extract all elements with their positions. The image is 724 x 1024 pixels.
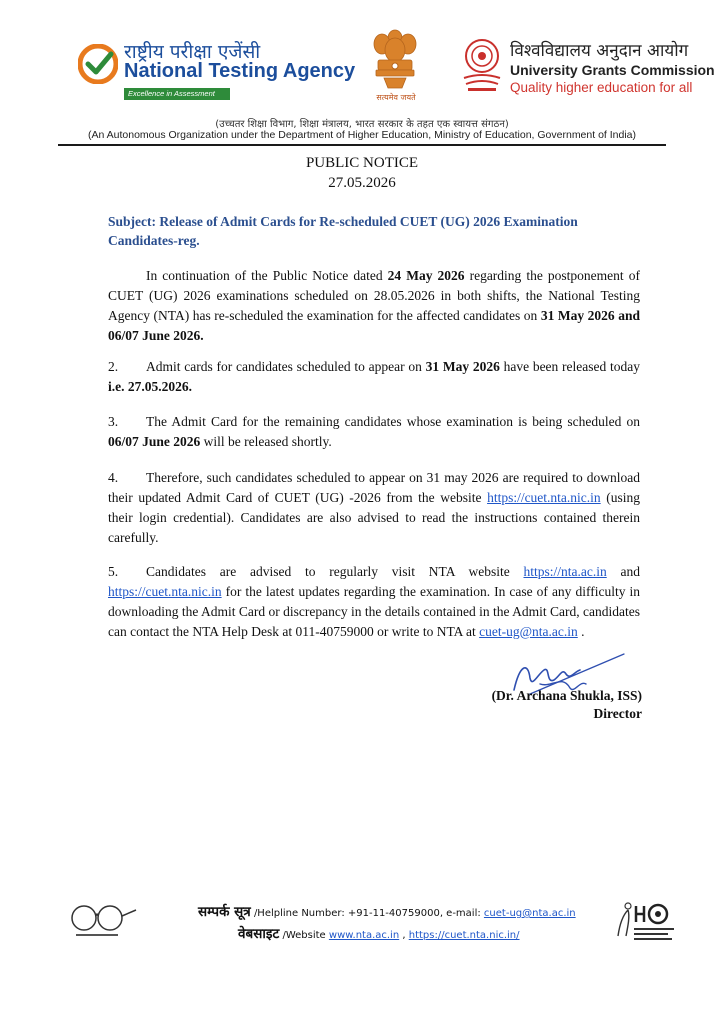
ugc-tagline: Quality higher education for all xyxy=(510,80,693,95)
paragraph-3 xyxy=(108,412,640,452)
ugc-hindi-name: विश्वविद्यालय अनुदान आयोग xyxy=(510,41,689,61)
p4-number: 4. xyxy=(108,470,119,485)
p4-text-a: Therefore, such candidates scheduled to appear on 31 may 2026 are required to download their updated Admit Card of CUET (UG) -2026 from the website xyxy=(108,470,640,505)
p1-bold-dates: 31 May 2026 and 06/07 June 2026. xyxy=(108,308,640,343)
notice-date: 27.05.2026 xyxy=(328,175,396,191)
p1-bold-date: 24 May 2026 xyxy=(387,268,465,283)
footer-nta-link[interactable]: www.nta.ac.in xyxy=(328,930,400,941)
footer-website-label: /Website xyxy=(282,930,329,941)
organization-subtitle-english: (An Autonomous Organization under the Department of Higher Education, Ministry of Education, Government of India) xyxy=(87,129,637,141)
nta-logo-icon xyxy=(78,44,118,84)
cuet-website-link[interactable]: https://cuet.nta.nic.in xyxy=(487,490,601,505)
signatory-designation: Director xyxy=(593,706,642,721)
cuet-email-link[interactable]: cuet-ug@nta.ac.in xyxy=(479,624,578,639)
footer-cuet-link[interactable]: https://cuet.nta.nic.in/ xyxy=(408,930,520,941)
gandhi-150-icon xyxy=(610,896,678,944)
emblem-motto: सत्यमेव जयते xyxy=(376,93,416,102)
subject-text: Release of Admit Cards for Re-scheduled CUET (UG) 2026 Examination Candidates-reg. xyxy=(108,214,578,248)
signatory-name: (Dr. Archana Shukla, ISS) xyxy=(491,688,642,703)
footer-separator: , xyxy=(399,930,409,941)
paragraph-4 xyxy=(108,468,640,548)
p3-number: 3. xyxy=(108,414,119,429)
footer-helpline xyxy=(198,902,576,920)
p5-text-d: . xyxy=(577,624,585,639)
paragraph-5 xyxy=(108,562,640,642)
p3-bold-date: 06/07 June 2026 xyxy=(108,434,201,449)
nta-english-name: National Testing Agency xyxy=(124,60,356,82)
footer-website-hindi: वेबसाइट xyxy=(238,926,280,942)
organization-subtitle-hindi: (उच्चतर शिक्षा विभाग, शिक्षा मंत्रालय, भारत सरकार के तहत एक स्वायत्त संगठन) xyxy=(215,119,509,130)
nta-website-link[interactable]: https://nta.ac.in xyxy=(523,564,607,579)
notice-heading: PUBLIC NOTICE xyxy=(305,155,419,171)
p2-bold-date: 31 May 2026 xyxy=(425,359,500,374)
p2-text-c: have been released today xyxy=(499,359,640,374)
nta-tagline: Excellence in Assessment xyxy=(124,88,230,100)
p5-number: 5. xyxy=(108,564,119,579)
ugc-logo-icon xyxy=(460,36,504,96)
p3-text-a: The Admit Card for the remaining candidates whose examination is being scheduled on xyxy=(146,414,640,429)
p3-text-c: will be released shortly. xyxy=(200,434,332,449)
footer-email-link[interactable]: cuet-ug@nta.ac.in xyxy=(483,908,576,919)
footer-website xyxy=(238,924,520,942)
paragraph-2 xyxy=(108,357,640,397)
nta-hindi-name: राष्ट्रीय परीक्षा एजेंसी xyxy=(124,41,261,63)
p1-text-a: In continuation of the Public Notice dated xyxy=(146,268,388,283)
p2-number: 2. xyxy=(108,359,119,374)
p2-bold-release-date: i.e. 27.05.2026. xyxy=(108,379,192,394)
notice-subject xyxy=(108,212,642,250)
p1-text-c: regarding the postponement of CUET (UG) 2026 examinations scheduled on 28.05.2026 in both shifts, the National Testing Agency (NTA) has re-scheduled the examination for the affected candidates on xyxy=(108,268,640,323)
cuet-website-link-2[interactable]: https://cuet.nta.nic.in xyxy=(108,584,222,599)
footer-contact-hindi: सम्पर्क सूत्र xyxy=(198,904,251,920)
swachh-bharat-spectacles-icon xyxy=(66,900,142,940)
p5-text-c: for the latest updates regarding the examination. In case of any difficulty in downloading the Admit Card or discrepancy in the details contained in the Admit Card, candidates can contact the NTA Help Desk at 011-40759000 or write to NTA at xyxy=(108,584,640,639)
paragraph-1 xyxy=(108,266,640,346)
ugc-english-name: University Grants Commission xyxy=(510,62,715,78)
p2-text-a: Admit cards for candidates scheduled to appear on xyxy=(146,359,426,374)
p5-text-b: and xyxy=(606,564,640,579)
p5-text-a: Candidates are advised to regularly visit NTA website xyxy=(146,564,524,579)
footer-helpline-label: /Helpline Number: +91-11-40759000, e-mail: xyxy=(253,908,484,919)
subject-label: Subject: xyxy=(108,214,156,229)
header-divider xyxy=(58,144,666,146)
p4-text-c: (using their login credential). Candidates are also advised to read the instructions contained therein carefully. xyxy=(108,490,641,545)
